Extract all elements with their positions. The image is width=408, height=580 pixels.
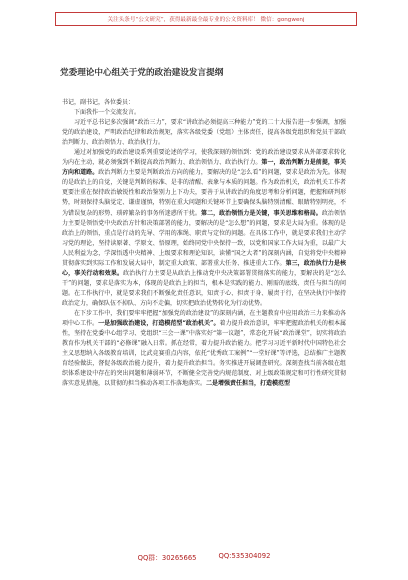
- body-text: 通过对加强党的政治建设系列重要论述的学习，使我深刻的领悟到：党的政治建设要求从外部要求转化为内在主动，就必须强到不断提高政治判断力、政治领悟力、政治执行力。: [62, 149, 346, 167]
- document-title: 党委理论中心组关于党的政治建设发言提纲: [60, 68, 224, 78]
- promo-banner: [55, 12, 357, 26]
- body-text: 着力提升政治意识，牢牢把握政治机关的根本属性，坚持在党委中心组学习、党组织“三会一课”中落实好“第一议题”，常态化开展“政治课堂”，切实将政治教育作为机关干部的“必修课”融入日常。抓在经常，着力提升政治能力。把学习习近平新时代中国特色社会主义思想纳入各级教育培训，比武竞赛重点内容，依托“优秀政工案例”“一堂好课”等评选，总结推广主题教育经验做法，督促各级政治能力提升，着力提升政治担当。务实推进开展调查研究。深刻查找当前各级在组织体系建设中存在的突出问题和薄弱环节，不断健全完善党内规范制度、对上级政策规定和可行性研究贯彻落实意见措施，以贯彻的担当推动各项工作落地落实。: [62, 320, 346, 388]
- intro-line: 下面我作一个交流发言。: [74, 109, 141, 117]
- paragraphs: [62, 118, 346, 389]
- document-body: [62, 98, 346, 389]
- bold-heading-text: 一是加强政治建设，打造模范型“政治机关”。: [98, 320, 220, 328]
- bold-heading-text: 二是增强责任担当，打造模范型: [206, 380, 291, 388]
- bold-heading-text: 第三，政治执行力是核心，事关行动和效果。: [62, 259, 346, 277]
- body-text: 习近平总书记多次强调“政治三力”，要求“讲政治必须提高三种能力”党的二十大报告进一步强调，加强党的政治建设，严明政治纪律和政治规矩，落实各级党委（党组）主体责任，提高各级党组织和党员干部政治判断力、政治领悟力、政治执行力。: [62, 119, 346, 147]
- salutation: 书记，副书记，各位委员：: [62, 99, 135, 106]
- bold-heading-text: 第一，政治判断力是前提，事关方向和道路。: [62, 159, 346, 177]
- body-paragraph: [62, 148, 346, 309]
- body-paragraph: [62, 118, 346, 148]
- bold-heading-text: 第二，政治领悟力是关键，事关思维和格局。: [200, 209, 322, 217]
- promo-banner-text: 关注头条号“公文研究”，获得最新最全最专业的公文资料库！ 微信：gongwenj: [107, 17, 305, 23]
- body-paragraph: [62, 309, 346, 389]
- body-text: 在下步工作中，我们要牢牢把握“加强党的政治建设”的深刻内涵，在主题教育中应用政治三力来推动各项中心工作。: [62, 309, 346, 328]
- footer: [0, 552, 408, 562]
- footer-qq: QQ:535304092: [218, 552, 271, 560]
- body-text: 政治领悟力主要是领悟党中央政治方针和决策部署的能力，要解决的是“怎么想”的问题，要求是大局为重。体现的是政治上的领悟，重点是行动的先导、学用的准绳、职责与定位的问题。在具体工作中，就是要求我们主动学习党的理论，坚持读原著、学原文、悟原理，始终同党中央保持一致，以党和国家工作大局为重，以最广大人民利益为念，学深悟透中央精神、上级要求和理论知识，读懂“国之大者”的深刻内涵，自觉将党中央精神贯彻落实到实际工作和发展大局中，制定重大政策、部署重大任务、推进重大工作。: [62, 209, 346, 267]
- body-text: 政治判断力主要是判断政治方向的能力，要解决的是“怎么看”的问题，要求是政治为先。体现的是政治上的自觉，关键是判断的标准、是非的清醒、表象与本质的问题。作为政治机关，政治机关工作者更要注重在保持政治敏锐性和政治鉴别力上下功夫，要善于从讲政治的角度思考和分析问题，把握和研判形势，时刻保持头脑觉定、谦虚谨慎，特别在重大问题和关键环节上要确保头脑特别清醒、眼睛特别明亮，不为错误复杂的形势、琐碎繁杂的事务所迷惑所干扰。: [62, 169, 346, 217]
- body-text: 政治执行力主要是从政治上推动党中央决策部署贯彻落实的能力，要解决的是“怎么干”的问题，要求是落实为本，体现的是政治上的担当，根本是实践的能力、刚需的底线、责任与担当的问题。在工作执行中，就是要求我们不断强化责任意识，知责于心、担责于身、履责于行，在坚决执行中保持政治定力，确保队伍不掉队、方向不走偏，切实把政治优势转化为行动优势。: [62, 269, 346, 307]
- footer-qq-group: QQ群：30265665: [137, 554, 197, 562]
